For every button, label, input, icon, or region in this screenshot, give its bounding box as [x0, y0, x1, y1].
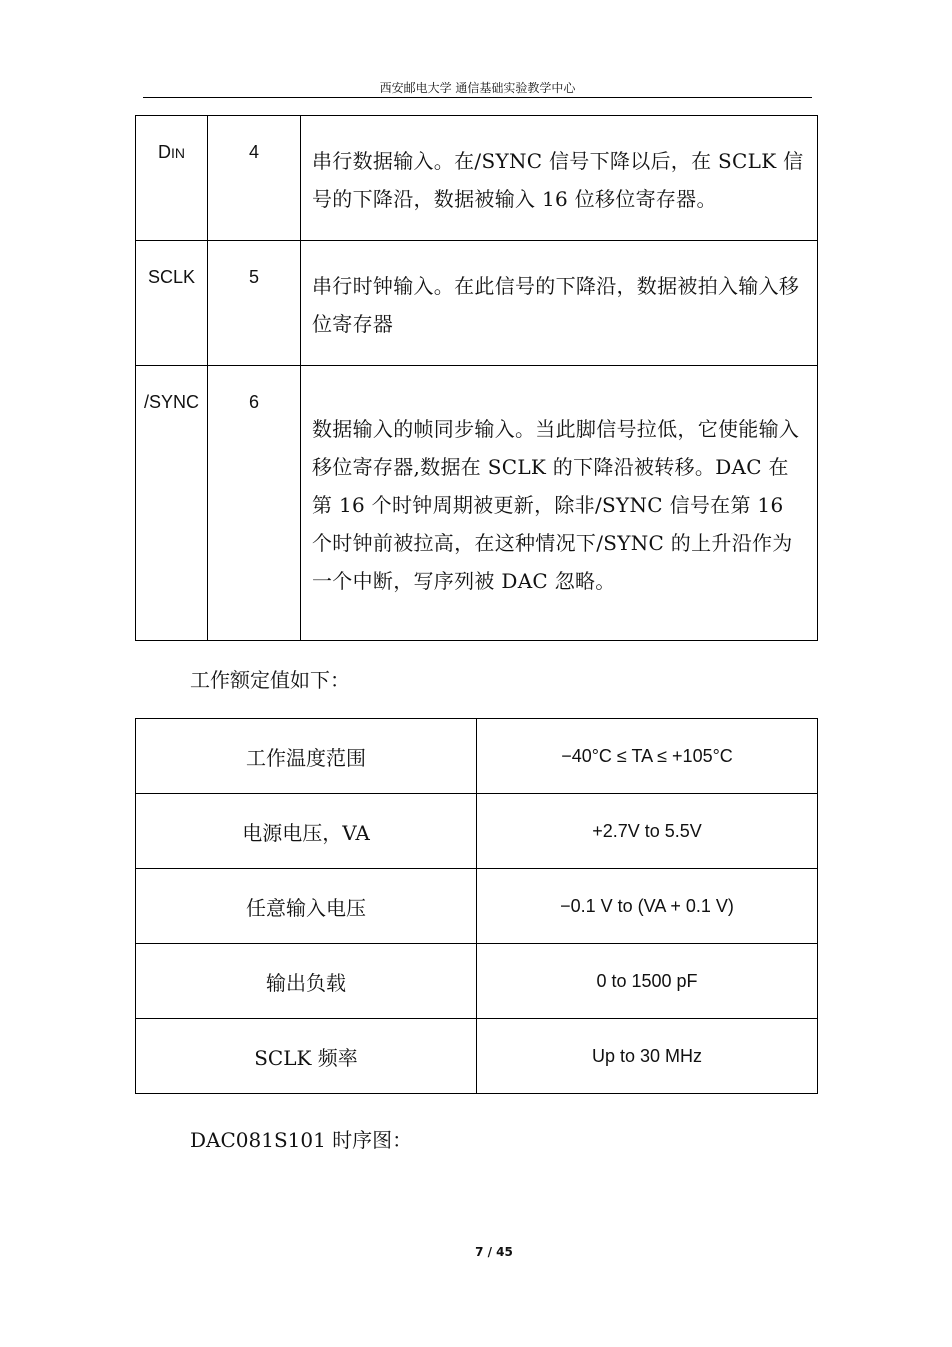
- rating-label: SCLK 频率: [136, 1019, 477, 1094]
- table-row: [136, 719, 818, 794]
- rating-label: 工作温度范围: [136, 719, 477, 794]
- rating-value: −40°C ≤ TA ≤ +105°C: [477, 719, 818, 794]
- table-row: [136, 794, 818, 869]
- rating-label: 电源电压，VA: [136, 794, 477, 869]
- rating-value: +2.7V to 5.5V: [477, 794, 818, 869]
- table-row: [136, 1019, 818, 1094]
- rating-value: Up to 30 MHz: [477, 1019, 818, 1094]
- pin-name-subscript: IN: [171, 145, 185, 161]
- table-row: [136, 366, 818, 641]
- page-header: 西安邮电大学 通信基础实验教学中心: [379, 81, 576, 95]
- pin-name: DIN: [136, 116, 208, 241]
- pin-description: 串行数据输入。在/SYNC 信号下降以后，在 SCLK 信号的下降沿，数据被输入 16 位移位寄存器。: [301, 116, 818, 241]
- rating-label: 任意输入电压: [136, 869, 477, 944]
- pin-description-table: [135, 115, 818, 641]
- pin-number: 4: [208, 116, 301, 241]
- table-row: [136, 869, 818, 944]
- ratings-intro: 工作额定值如下：: [190, 668, 350, 692]
- page-number: 7 / 45: [475, 1245, 513, 1259]
- pin-name: SCLK: [136, 241, 208, 366]
- header-divider: [143, 97, 812, 98]
- rating-value: 0 to 1500 pF: [477, 944, 818, 1019]
- rating-label: 输出负载: [136, 944, 477, 1019]
- table-row: [136, 116, 818, 241]
- pin-description: 串行时钟输入。在此信号的下降沿，数据被拍入输入移位寄存器: [301, 241, 818, 366]
- rating-value: −0.1 V to (VA + 0.1 V): [477, 869, 818, 944]
- pin-number: 5: [208, 241, 301, 366]
- pin-description: 数据输入的帧同步输入。当此脚信号拉低，它使能输入移位寄存器,数据在 SCLK 的下降沿被转移。DAC 在第 16 个时钟周期被更新，除非/SYNC 信号在第 16 个时钟前被拉高，在这种情况下/SYNC 的上升沿作为一个中断，写序列被 DAC 忽略。: [301, 366, 818, 641]
- operating-ratings-table: [135, 718, 818, 1094]
- pin-number: 6: [208, 366, 301, 641]
- table-row: [136, 241, 818, 366]
- timing-diagram-caption: DAC081S101 时序图：: [190, 1128, 413, 1152]
- table-row: [136, 944, 818, 1019]
- pin-name: /SYNC: [136, 366, 208, 641]
